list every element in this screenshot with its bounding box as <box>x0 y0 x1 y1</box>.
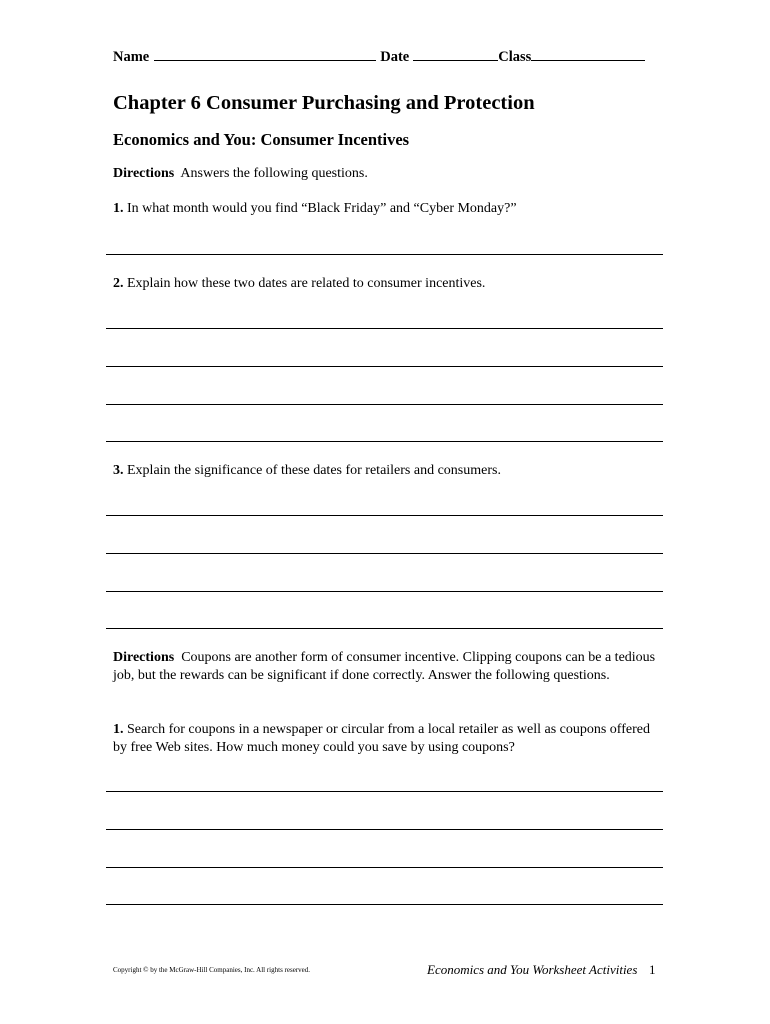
name-label: Name <box>113 49 150 65</box>
question-number: 3. <box>113 463 124 478</box>
question-text: Explain the significance of these dates for retailers and consumers. <box>127 463 501 478</box>
directions-text: Answers the following questions. <box>180 166 368 181</box>
coupon-question-1 <box>113 721 663 756</box>
name-blank[interactable] <box>154 46 376 61</box>
answer-line[interactable] <box>106 366 663 367</box>
answer-line[interactable] <box>106 515 663 516</box>
question-text: Explain how these two dates are related to consumer incentives. <box>127 276 486 291</box>
directions-label: Directions <box>113 650 175 665</box>
answer-line[interactable] <box>106 328 663 329</box>
answer-line[interactable] <box>106 254 663 255</box>
class-label: Class <box>498 49 532 65</box>
date-label: Date <box>380 49 410 65</box>
copyright-notice: Copyright © by the McGraw-Hill Companies, Inc. All rights reserved. <box>113 966 311 974</box>
question-number: 1. <box>113 201 124 216</box>
directions-text: Coupons are another form of consumer incentive. Clipping coupons can be a tedious job, but the rewards can be significant if done correctly. Answer the following questions. <box>113 650 656 683</box>
section1-directions <box>113 165 368 183</box>
question-number: 2. <box>113 276 124 291</box>
question-text: In what month would you find “Black Friday” and “Cyber Monday?” <box>127 201 517 216</box>
answer-line[interactable] <box>106 404 663 405</box>
question-text: Search for coupons in a newspaper or circular from a local retailer as well as coupons offered by free Web sites. How much money could you save by using coupons? <box>113 722 650 755</box>
question-3 <box>113 462 501 480</box>
question-number: 1. <box>113 722 124 737</box>
answer-line[interactable] <box>106 628 663 629</box>
answer-line[interactable] <box>106 441 663 442</box>
answer-line[interactable] <box>106 867 663 868</box>
answer-line[interactable] <box>106 553 663 554</box>
answer-line[interactable] <box>106 829 663 830</box>
date-blank[interactable] <box>413 46 498 61</box>
page-title: Chapter 6 Consumer Purchasing and Protection <box>113 92 535 114</box>
question-2 <box>113 275 485 293</box>
answer-line[interactable] <box>106 791 663 792</box>
class-blank[interactable] <box>531 46 645 61</box>
footer-book-title: Economics and You Worksheet Activities <box>427 962 638 977</box>
page-number: 1 <box>649 962 656 977</box>
answer-line[interactable] <box>106 591 663 592</box>
section2-directions <box>113 649 663 684</box>
directions-label: Directions <box>113 166 175 181</box>
answer-line[interactable] <box>106 904 663 905</box>
question-1 <box>113 200 517 218</box>
page-subtitle: Economics and You: Consumer Incentives <box>113 130 410 149</box>
student-info-header <box>113 46 645 66</box>
